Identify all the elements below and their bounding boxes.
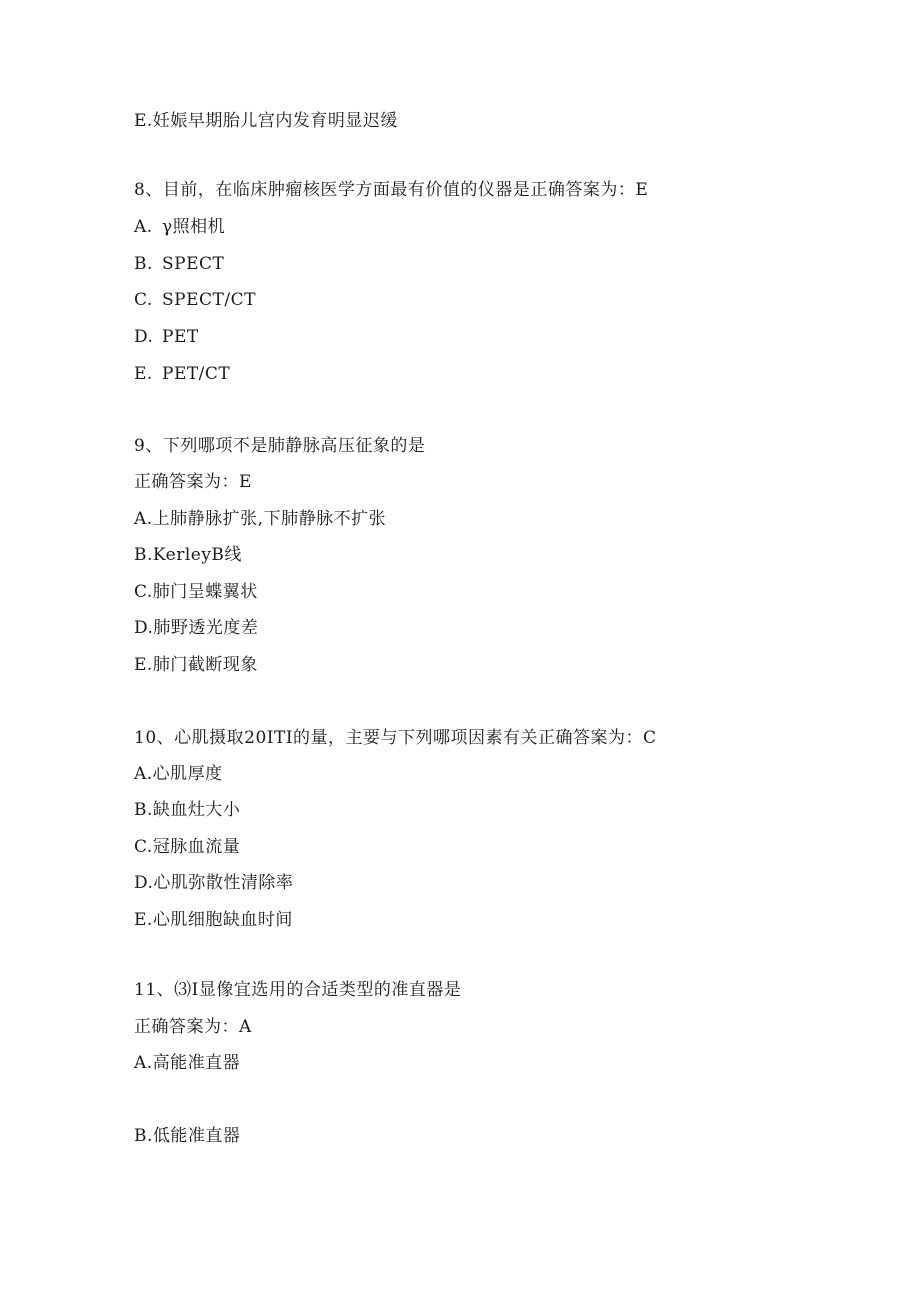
q8-option-c-text: SPECT/CT — [162, 290, 256, 310]
q10-option-e: E.心肌细胞缺血时间 — [134, 910, 293, 930]
q8-option-a-label: A. — [134, 217, 153, 237]
q8-option-c — [134, 289, 256, 311]
q8-option-a-text: γ照相机 — [162, 217, 226, 237]
q11-answer: 正确答案为：A — [134, 1017, 252, 1037]
q9-option-e: E.肺门截断现象 — [134, 655, 258, 675]
q11-stem: 11、⑶I显像宜选用的合适类型的准直器是 — [134, 980, 462, 1000]
q9-stem: 9、下列哪项不是肺静脉高压征象的是 — [134, 436, 426, 456]
q8-option-a — [134, 216, 225, 238]
q11-option-a: A.高能准直器 — [134, 1053, 241, 1073]
q10-option-d: D.心肌弥散性清除率 — [134, 873, 294, 893]
q9-answer: 正确答案为：E — [134, 472, 252, 492]
q9-option-d: D.肺野透光度差 — [134, 618, 259, 638]
q8-option-b — [134, 253, 224, 275]
q9-option-c: C.肺门呈蝶翼状 — [134, 582, 258, 602]
q8-option-d — [134, 326, 199, 348]
q8-option-e-text: PET/CT — [162, 364, 231, 384]
prev-question-option-e: E.妊娠早期胎儿宫内发育明显迟缓 — [134, 111, 398, 131]
q8-option-b-text: SPECT — [162, 254, 225, 274]
q11-option-b: B.低能准直器 — [134, 1126, 241, 1146]
q10-option-a: A.心肌厚度 — [134, 764, 223, 784]
q10-stem: 10、心肌摄取20ITI的量，主要与下列哪项因素有关正确答案为：C — [134, 728, 657, 748]
q8-stem: 8、目前，在临床肿瘤核医学方面最有价值的仪器是正确答案为：E — [134, 180, 649, 200]
q10-option-b: B.缺血灶大小 — [134, 800, 241, 820]
q8-option-b-label: B. — [134, 254, 153, 274]
q8-option-c-label: C. — [134, 290, 153, 310]
q9-option-b: B.KerleyB线 — [134, 545, 242, 565]
q8-option-e-label: E. — [134, 364, 153, 384]
q10-option-c: C.冠脉血流量 — [134, 837, 241, 857]
q8-option-d-text: PET — [162, 327, 199, 347]
q8-option-d-label: D. — [134, 327, 154, 347]
q9-option-a: A.上肺静脉扩张,下肺静脉不扩张 — [134, 509, 387, 529]
q8-option-e — [134, 363, 230, 385]
